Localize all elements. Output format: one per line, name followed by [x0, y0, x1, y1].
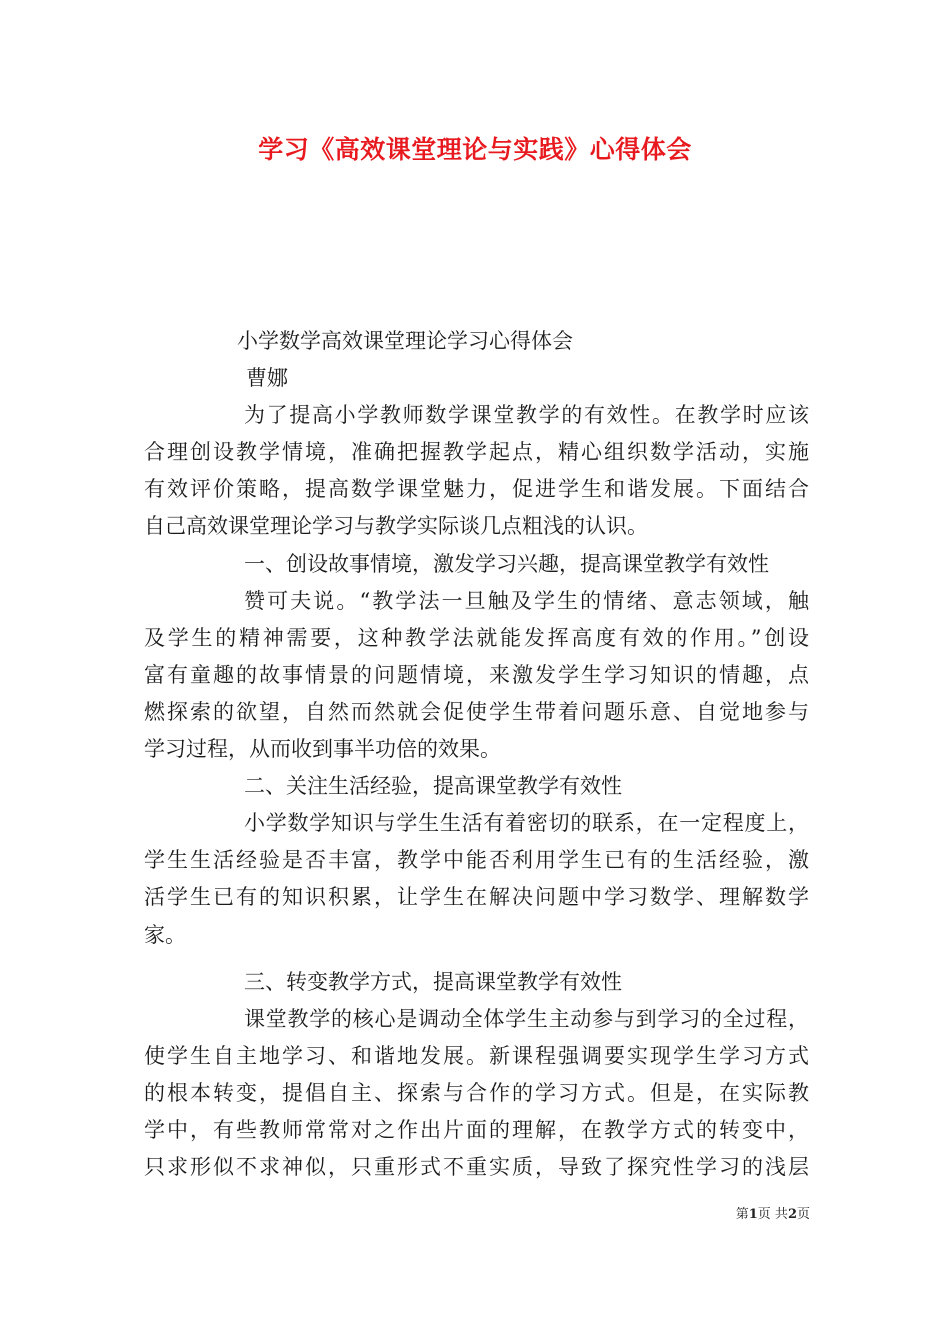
paragraph-line: 活学生已有的知识积累，让学生在解决问题中学习数学、理解数学 [144, 885, 809, 910]
paragraph-line: 只求形似不求神似，只重形式不重实质，导致了探究性学习的浅层 [144, 1155, 809, 1180]
paragraph-line: 自己高效课堂理论学习与教学实际谈几点粗浅的认识。 [144, 514, 648, 539]
document-body [144, 323, 809, 1186]
section-heading: 三、转变教学方式，提高课堂教学有效性 [244, 969, 622, 994]
footer-suffix: 页 [796, 1207, 810, 1222]
paragraph-line: 及学生的精神需要，这种教学法就能发挥高度有效的作用。”创设 [144, 625, 809, 650]
author-name: 曹娜 [246, 366, 288, 391]
paragraph-line: 学习过程，从而收到事半功倍的效果。 [144, 737, 501, 762]
paragraph-line: 赞可夫说。“教学法一旦触及学生的情绪、意志领域，触 [244, 588, 809, 613]
paragraph-line: 富有童趣的故事情景的问题情境，来激发学生学习知识的情趣，点 [144, 662, 809, 687]
footer-prefix: 第 [735, 1207, 749, 1222]
footer-middle: 页 共 [757, 1207, 788, 1222]
document-subtitle: 小学数学高效课堂理论学习心得体会 [237, 329, 573, 353]
paragraph-line: 有效评价策略，提高数学课堂魅力，促进学生和谐发展。下面结合 [144, 477, 809, 502]
total-page-number: 2 [787, 1207, 797, 1222]
page-number-footer [690, 1206, 810, 1224]
paragraph-line: 为了提高小学教师数学课堂教学的有效性。在教学时应该 [244, 403, 809, 428]
section-heading: 一、创设故事情境，激发学习兴趣，提高课堂教学有效性 [244, 551, 769, 576]
section-heading: 二、关注生活经验，提高课堂教学有效性 [244, 774, 622, 799]
paragraph-line: 燃探索的欲望，自然而然就会促使学生带着问题乐意、自觉地参与 [144, 699, 809, 724]
paragraph-line: 家。 [144, 922, 186, 947]
paragraph-line: 使学生自主地学习、和谐地发展。新课程强调要实现学生学习方式 [144, 1043, 809, 1068]
document-title: 学习《高效课堂理论与实践》心得体会 [258, 135, 692, 164]
paragraph-line: 合理创设教学情境，准确把握教学起点，精心组织数学活动，实施 [144, 440, 809, 465]
paragraph-line: 学生生活经验是否丰富，教学中能否利用学生已有的生活经验，激 [144, 848, 809, 873]
paragraph-line: 学中，有些教师常常对之作出片面的理解，在教学方式的转变中， [144, 1117, 809, 1142]
paragraph-line: 课堂教学的核心是调动全体学生主动参与到学习的全过程， [244, 1006, 809, 1031]
paragraph-line: 小学数学知识与学生生活有着密切的联系，在一定程度上， [244, 811, 809, 836]
paragraph-gap [144, 954, 809, 964]
paragraph-line: 的根本转变，提倡自主、探索与合作的学习方式。但是，在实际教 [144, 1080, 809, 1105]
current-page-number: 1 [748, 1207, 758, 1222]
